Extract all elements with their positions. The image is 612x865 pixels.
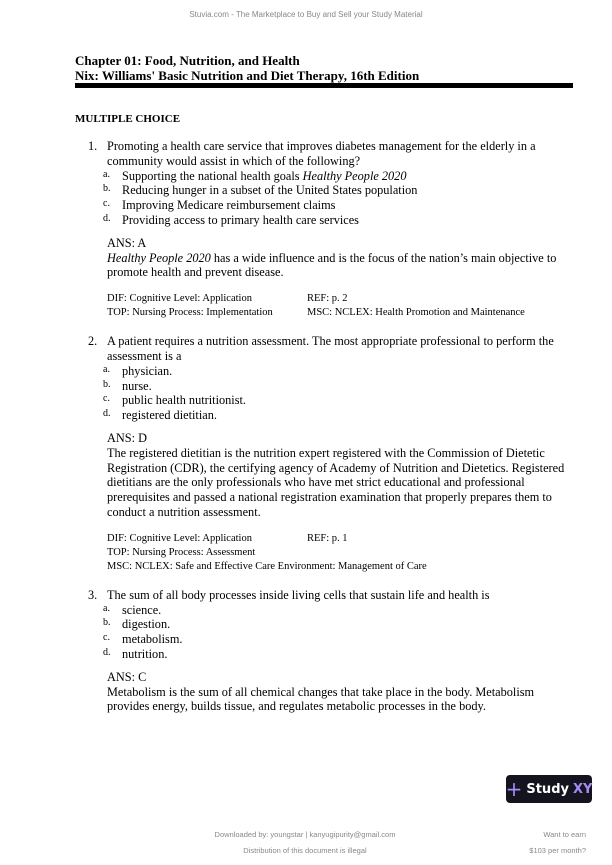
reference: REF: p. 2 bbox=[307, 293, 348, 305]
answer-option bbox=[103, 646, 567, 662]
logo-accent: XY bbox=[572, 781, 593, 797]
rationale bbox=[107, 685, 567, 715]
earn-promo-line2[interactable]: $103 per month? bbox=[529, 846, 586, 855]
plus-icon: + bbox=[505, 777, 523, 801]
answer-option bbox=[103, 168, 567, 184]
answer-key: ANS: A bbox=[107, 235, 147, 250]
distribution-notice: Distribution of this document is illegal bbox=[243, 846, 367, 855]
rationale-text: has a wide influence and is the focus of the nation’s main objective to promote health and prevent disease. bbox=[107, 250, 557, 280]
answer-option bbox=[103, 632, 567, 647]
option-letter: d. bbox=[103, 646, 111, 658]
option-letter: c. bbox=[103, 632, 110, 644]
option-text: Supporting the national health goals bbox=[122, 168, 303, 183]
question-number: 1. bbox=[88, 139, 98, 153]
option-text-italic: Healthy People 2020 bbox=[302, 168, 407, 183]
rationale-text: Metabolism is the sum of all chemical changes that take place in the body. Metabolism provides energy, builds tissue, and regulates metabolic processes in the body. bbox=[107, 684, 535, 714]
rationale-italic: Healthy People 2020 bbox=[107, 250, 211, 265]
option-text: physician. bbox=[122, 363, 173, 378]
question-meta bbox=[107, 532, 567, 574]
option-letter: c. bbox=[103, 393, 110, 405]
question-stem: The sum of all body processes inside living cells that sustain life and health is bbox=[107, 587, 490, 602]
option-text: metabolism. bbox=[122, 632, 183, 647]
earn-promo-line1[interactable]: Want to earn bbox=[543, 830, 586, 839]
option-text: Providing access to primary health care services bbox=[122, 212, 359, 227]
option-letter: d. bbox=[103, 212, 111, 224]
question-number: 3. bbox=[88, 587, 98, 602]
answer-key: ANS: C bbox=[107, 669, 147, 684]
difficulty: DIF: Cognitive Level: Application bbox=[107, 532, 252, 544]
answer-option bbox=[103, 393, 567, 408]
topic: TOP: Nursing Process: Assessment bbox=[107, 546, 256, 558]
question-stem: A patient requires a nutrition assessment. The most appropriate professional to perform the assessment is a bbox=[107, 334, 554, 363]
msc: MSC: NCLEX: Health Promotion and Maintenance bbox=[307, 307, 525, 319]
rationale-text: The registered dietitian is the nutrition expert registered with the Commission of Dietetic Registration (CDR), the certifying agency of Academy of Nutrition and Dietetics. Registered dietitians are the only professionals who have met strict educational and professional prerequisites and passed a national registration examination that properly prepares them to conduct a nutrition assessment. bbox=[107, 445, 565, 519]
option-letter: c. bbox=[103, 198, 110, 210]
option-text: nutrition. bbox=[122, 646, 168, 661]
answer-option bbox=[103, 198, 567, 213]
option-letter: b. bbox=[103, 183, 111, 195]
option-text: registered dietitian. bbox=[122, 408, 217, 423]
topic: TOP: Nursing Process: Implementation bbox=[107, 307, 273, 319]
answer-option bbox=[103, 183, 567, 198]
title-divider bbox=[75, 83, 573, 88]
question-number: 2. bbox=[88, 334, 98, 349]
option-text: digestion. bbox=[122, 617, 171, 632]
msc: MSC: NCLEX: Safe and Effective Care Environment: Management of Care bbox=[107, 560, 427, 572]
option-letter: b. bbox=[103, 617, 111, 629]
option-text: Improving Medicare reimbursement claims bbox=[122, 198, 336, 213]
watermark: Stuvia.com - The Marketplace to Buy and Sell your Study Material bbox=[189, 10, 423, 19]
option-text: public health nutritionist. bbox=[122, 393, 246, 408]
reference: REF: p. 1 bbox=[307, 532, 348, 544]
option-letter: d. bbox=[103, 408, 111, 420]
option-letter: a. bbox=[103, 602, 110, 614]
book-title: Nix: Williams' Basic Nutrition and Diet Therapy, 16th Edition bbox=[75, 68, 420, 83]
option-letter: b. bbox=[103, 378, 111, 390]
option-text: Reducing hunger in a subset of the United States population bbox=[122, 183, 418, 198]
rationale bbox=[107, 446, 567, 520]
option-letter: a. bbox=[103, 363, 110, 375]
section-heading: MULTIPLE CHOICE bbox=[75, 113, 181, 125]
chapter-title: Chapter 01: Food, Nutrition, and Health bbox=[75, 53, 300, 68]
answer-option bbox=[103, 617, 567, 632]
difficulty: DIF: Cognitive Level: Application bbox=[107, 293, 252, 305]
logo-text: Study bbox=[526, 781, 569, 797]
question bbox=[88, 334, 567, 574]
answer-option bbox=[103, 378, 567, 394]
question bbox=[88, 587, 567, 714]
option-text: nurse. bbox=[122, 378, 152, 393]
question-stem: Promoting a health care service that improves diabetes management for the elderly in a community would assist in which of the following? bbox=[107, 139, 536, 168]
option-text: science. bbox=[122, 602, 162, 617]
question bbox=[88, 139, 567, 320]
answer-key: ANS: D bbox=[107, 430, 147, 445]
option-letter: a. bbox=[103, 168, 110, 180]
rationale bbox=[107, 251, 567, 281]
studyxy-logo[interactable] bbox=[506, 775, 592, 803]
answer-option bbox=[103, 408, 567, 423]
answer-option bbox=[103, 602, 567, 618]
question-meta bbox=[107, 292, 567, 320]
question-list bbox=[0, 139, 612, 714]
answer-option bbox=[103, 212, 567, 228]
download-info: Downloaded by: youngstar | kanyugipurity@gmail.com bbox=[214, 830, 396, 839]
answer-option bbox=[103, 363, 567, 379]
